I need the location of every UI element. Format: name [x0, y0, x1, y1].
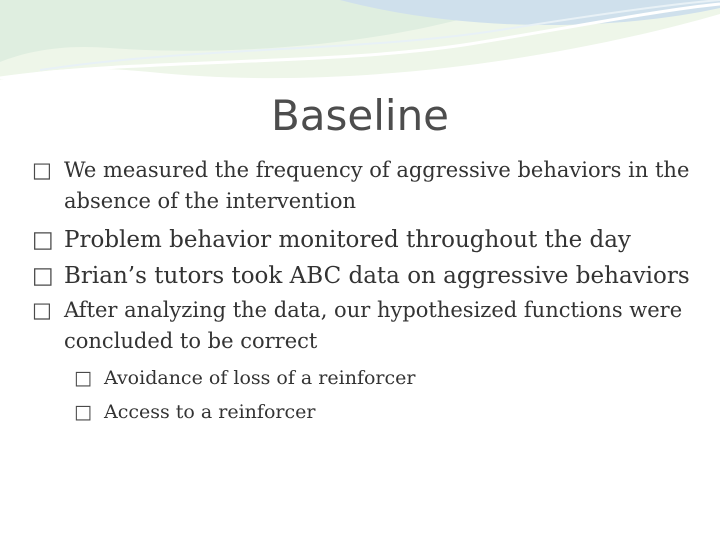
sub-bullet-text: Access to a reinforcer: [104, 401, 316, 423]
bullet-item: [32, 295, 692, 357]
sub-bullet-text: Avoidance of loss of a reinforcer: [104, 367, 416, 389]
square-bullet-icon: □: [32, 263, 54, 289]
bullet-item: [32, 259, 692, 293]
square-bullet-icon: □: [32, 158, 52, 182]
bullet-item: [32, 223, 692, 257]
slide-title: Baseline: [270, 91, 450, 140]
square-bullet-icon: □: [32, 298, 52, 322]
bullet-text: We measured the frequency of aggressive behaviors in the absence of the intervention: [64, 158, 690, 213]
sub-bullet-item: [74, 395, 692, 429]
bullet-text: After analyzing the data, our hypothesized functions were concluded to be correct: [64, 298, 683, 353]
square-bullet-icon: □: [74, 401, 92, 423]
square-bullet-icon: □: [32, 227, 54, 253]
bullet-list: [32, 155, 692, 429]
bullet-text: Brian’s tutors took ABC data on aggressive behaviors: [64, 263, 690, 289]
bullet-item: [32, 155, 692, 217]
sub-bullet-item: [74, 361, 692, 395]
bullet-text: Problem behavior monitored throughout the day: [64, 227, 631, 253]
square-bullet-icon: □: [74, 367, 92, 389]
